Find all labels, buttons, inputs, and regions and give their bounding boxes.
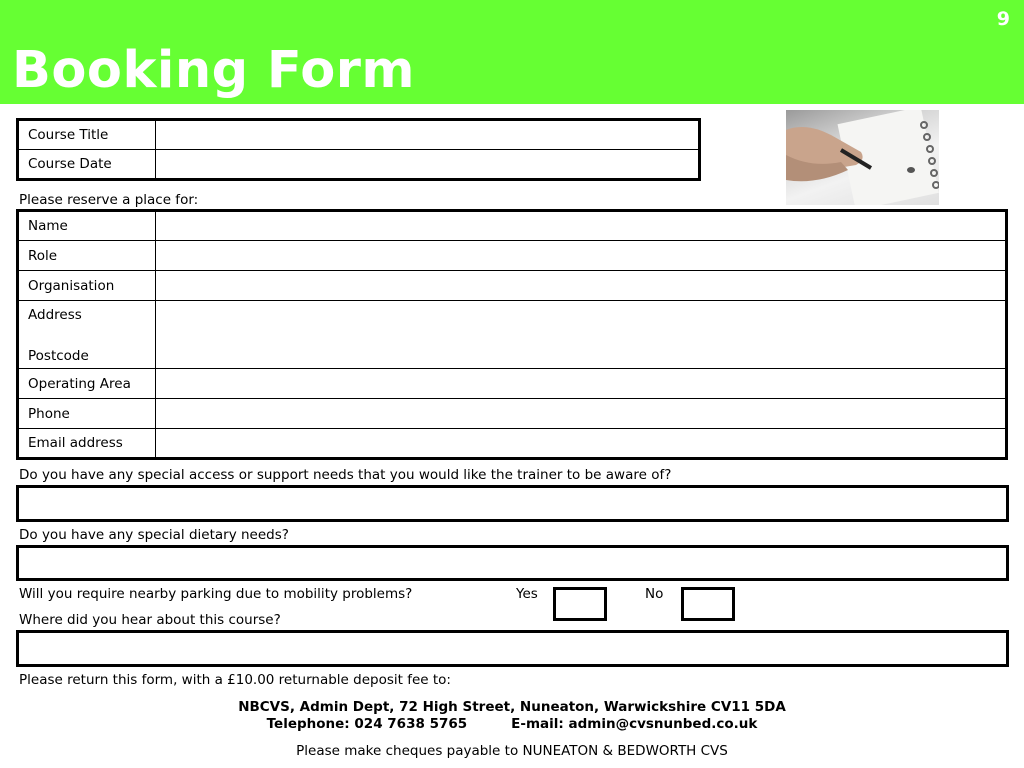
hand-writing-illustration bbox=[786, 110, 939, 205]
operating-area-field[interactable] bbox=[156, 369, 1007, 399]
course-date-label: Course Date bbox=[18, 150, 156, 180]
name-label: Name bbox=[18, 211, 156, 241]
phone-label: Phone bbox=[18, 399, 156, 429]
header-banner bbox=[0, 0, 1024, 104]
hand-writing-photo bbox=[786, 110, 939, 205]
parking-question: Will you require nearby parking due to mobility problems? bbox=[19, 586, 413, 602]
parking-yes-label: Yes bbox=[516, 586, 538, 602]
address-field[interactable] bbox=[156, 301, 1007, 369]
operating-area-row bbox=[18, 369, 1007, 399]
course-table bbox=[16, 118, 701, 181]
role-row bbox=[18, 241, 1007, 271]
course-date-field[interactable] bbox=[156, 150, 700, 180]
page-title: Booking Form bbox=[12, 41, 416, 100]
dietary-needs-field[interactable] bbox=[16, 545, 1009, 581]
postcode-label: Postcode bbox=[28, 348, 89, 364]
email-field[interactable] bbox=[156, 429, 1007, 459]
parking-yes-checkbox[interactable] bbox=[553, 587, 607, 621]
email-label: Email address bbox=[18, 429, 156, 459]
hear-question: Where did you hear about this course? bbox=[19, 612, 281, 628]
parking-no-checkbox[interactable] bbox=[681, 587, 735, 621]
organisation-field[interactable] bbox=[156, 271, 1007, 301]
role-label: Role bbox=[18, 241, 156, 271]
return-instructions: Please return this form, with a £10.00 returnable deposit fee to: bbox=[19, 672, 451, 688]
operating-area-label: Operating Area bbox=[18, 369, 156, 399]
phone-row bbox=[18, 399, 1007, 429]
organisation-row bbox=[18, 271, 1007, 301]
role-field[interactable] bbox=[156, 241, 1007, 271]
cheque-instructions: Please make cheques payable to NUNEATON & BEDWORTH CVS bbox=[296, 743, 728, 759]
phone-field[interactable] bbox=[156, 399, 1007, 429]
contact-email: E-mail: admin@cvsnunbed.co.uk bbox=[511, 716, 758, 732]
address-label: Address bbox=[28, 307, 82, 323]
address-label-cell bbox=[18, 301, 156, 369]
course-title-row bbox=[18, 120, 700, 150]
address-row bbox=[18, 301, 1007, 369]
course-title-field[interactable] bbox=[156, 120, 700, 150]
page-number: 9 bbox=[996, 8, 1010, 30]
contact-telephone: Telephone: 024 7638 5765 bbox=[266, 716, 468, 732]
hear-about-field[interactable] bbox=[16, 630, 1009, 667]
name-field[interactable] bbox=[156, 211, 1007, 241]
reserve-prompt: Please reserve a place for: bbox=[19, 192, 199, 208]
organisation-label: Organisation bbox=[18, 271, 156, 301]
access-question: Do you have any special access or support needs that you would like the trainer to be aware of? bbox=[19, 467, 672, 483]
email-row bbox=[18, 429, 1007, 459]
course-title-label: Course Title bbox=[18, 120, 156, 150]
dietary-question: Do you have any special dietary needs? bbox=[19, 527, 289, 543]
name-row bbox=[18, 211, 1007, 241]
contact-line bbox=[0, 716, 1024, 732]
return-address: NBCVS, Admin Dept, 72 High Street, Nuneaton, Warwickshire CV11 5DA bbox=[238, 699, 786, 715]
course-date-row bbox=[18, 150, 700, 180]
attendee-table bbox=[16, 209, 1008, 460]
parking-no-label: No bbox=[645, 586, 664, 602]
access-needs-field[interactable] bbox=[16, 485, 1009, 522]
